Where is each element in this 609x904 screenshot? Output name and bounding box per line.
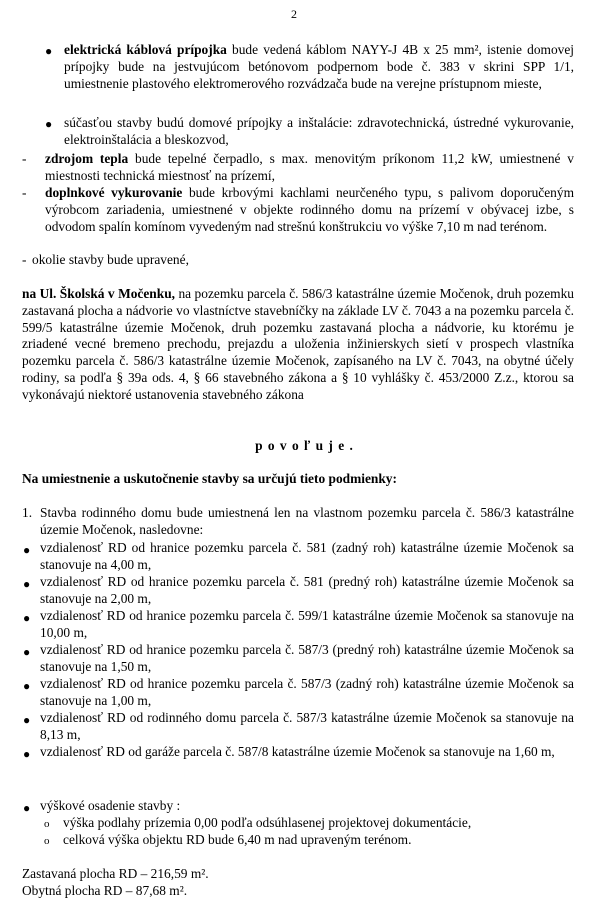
- circle-bullet-icon: o: [44, 818, 50, 830]
- location-text: na pozemku parcela č. 586/3 katastrálne územie Močenok, druh pozemku zastavaná plocha a nádvorie vo vlastníctve stavebníčky na základe LV č. 7043 a na pozemku parcela č. 599/5 katastrálne územie Močenok, druh pozemku zastavaná plocha a nádvorie, ku ktorému je zriadené vecné bremeno prechodu, prejazdu a uloženia inžinierskych sietí v prospech vlastníka pozemku parcela č. 586/3 katastrálne územie Močenok, zapísaného na LV č. 7043, na obytné účely rodiny, sa podľa § 39a ods. 4, § 66 stavebného zákona a § 10 vyhlášky č. 453/2000 Z.z., ktorou sa vykonávajú niektoré ustanovenia stavebného zákona: [22, 286, 574, 402]
- location-bold: na Ul. Školská v Močenku,: [22, 286, 175, 301]
- dash-text: okolie stavby bude upravené,: [32, 252, 189, 267]
- bullet-icon: ●: [45, 117, 53, 131]
- dash-icon: -: [22, 185, 27, 200]
- page-number: 2: [291, 7, 297, 21]
- distance-item: vzdialenosť RD od rodinného domu parcela č. 587/3 katastrálne územie Močenok sa stanovuje na 8,13 m,: [40, 710, 574, 742]
- condition-number: 1.: [22, 505, 33, 520]
- distance-item: vzdialenosť RD od hranice pozemku parcela č. 581 (zadný roh) katastrálne územie Močenok sa stanovuje na 4,00 m,: [40, 540, 574, 572]
- bullet-icon: ●: [23, 611, 31, 625]
- dash-icon: -: [22, 151, 27, 166]
- living-area: Obytná plocha RD – 87,68 m².: [22, 883, 188, 898]
- bullet-icon: ●: [45, 44, 53, 58]
- conditions-heading: Na umiestnenie a uskutočnenie stavby sa určujú tieto podmienky:: [22, 471, 397, 486]
- bullet-icon: ●: [23, 577, 31, 591]
- dash-text: bude tepelné čerpadlo, s max. menovitým príkonom 11,2 kW, umiestnené v miestnosti technická miestnosť na prízemí,: [45, 151, 574, 183]
- bullet-text: bude vedená káblom NAYY-J 4B x 25 mm², istenie domovej prípojky bude na jestvujúcom betónovom podpernom bode č. 383 v skrini SPP 1/1, umiestnenie plastového elektromerového rozvádzača bude na verejne prístupnom mieste,: [64, 42, 574, 91]
- bullet-icon: ●: [23, 543, 31, 557]
- dash-item-additional-heating: [45, 185, 574, 235]
- height-item: výška podlahy prízemia 0,00 podľa odsúhlasenej projektovej dokumentácie,: [63, 815, 472, 830]
- location-paragraph: [22, 286, 574, 404]
- height-heading: výškové osadenie stavby :: [40, 798, 181, 813]
- distance-item: vzdialenosť RD od hranice pozemku parcela č. 587/3 (zadný roh) katastrálne územie Močenok sa stanovuje na 1,00 m,: [40, 676, 574, 708]
- bullet-icon: ●: [23, 747, 31, 761]
- distance-item: vzdialenosť RD od hranice pozemku parcela č. 599/1 katastrálne územie Močenok sa stanovuje na 10,00 m,: [40, 608, 574, 640]
- condition-1-text: Stavba rodinného domu bude umiestnená len na vlastnom pozemku parcela č. 586/3 katastrálne územie Močenok, nasledovne:: [40, 505, 574, 537]
- bullet-item-electric-connection: [64, 42, 574, 92]
- decision-word: p o v o ľ u j e .: [255, 438, 354, 453]
- dash-bold: doplnkové vykurovanie: [45, 185, 183, 200]
- circle-bullet-icon: o: [44, 835, 50, 847]
- distance-item: vzdialenosť RD od hranice pozemku parcela č. 587/3 (predný roh) katastrálne územie Močenok sa stanovuje na 1,50 m,: [40, 642, 574, 674]
- bullet-icon: ●: [23, 679, 31, 693]
- dash-icon: -: [22, 252, 27, 267]
- height-item: celková výška objektu RD bude 6,40 m nad upraveným terénom.: [63, 832, 412, 847]
- bullet-item-house-connections: [64, 115, 574, 149]
- bullet-icon: ●: [23, 713, 31, 727]
- dash-bold: zdrojom tepla: [45, 151, 129, 166]
- bullet-text: súčasťou stavby budú domové prípojky a inštalácie: zdravotechnická, ústredné vykurovanie, elektroinštalácia a bleskozvod,: [64, 115, 574, 147]
- bullet-icon: ●: [23, 645, 31, 659]
- dash-item-heat-source: [45, 151, 574, 185]
- distance-item: vzdialenosť RD od garáže parcela č. 587/8 katastrálne územie Močenok sa stanovuje na 1,60 m,: [40, 744, 555, 759]
- bullet-bold: elektrická káblová prípojka: [64, 42, 227, 57]
- built-area: Zastavaná plocha RD – 216,59 m².: [22, 866, 209, 881]
- bullet-icon: ●: [23, 801, 31, 815]
- dash-item-surroundings: [32, 252, 561, 269]
- distance-item: vzdialenosť RD od hranice pozemku parcela č. 581 (predný roh) katastrálne územie Močenok sa stanovuje na 2,00 m,: [40, 574, 574, 606]
- dash-text: bude krbovými kachlami neurčeného typu, s palivom doporučeným výrobcom zariadenia, umiestnené v objekte rodinného domu na prízemí v obývacej izbe, s odvodom spalín komínom vyvedeným nad strešnú konštrukciu vo výške 7,10 m nad terénom.: [45, 185, 574, 234]
